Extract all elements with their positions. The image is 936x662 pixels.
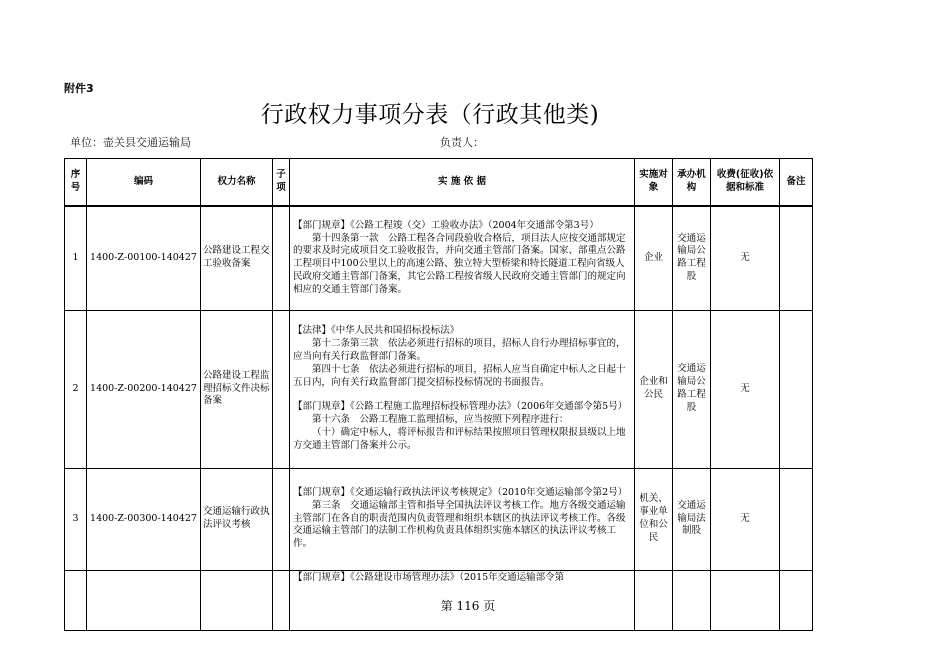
table-header-row bbox=[65, 159, 813, 207]
row-seq-cell: 3 bbox=[65, 468, 87, 570]
row-remark-cell bbox=[780, 310, 813, 468]
responsible-label: 负责人： bbox=[440, 136, 484, 149]
basis-paragraph bbox=[293, 389, 631, 401]
table-row bbox=[65, 468, 813, 570]
row-sub-cell bbox=[273, 206, 290, 310]
basis-paragraph: 【部门规章】《公路工程竣（交）工验收办法》（2004年交通部令第3号） bbox=[293, 219, 599, 231]
row-agency-cell: 交通运输局公路工程股 bbox=[673, 310, 711, 468]
row-basis-cell bbox=[290, 206, 635, 310]
row-agency-cell: 交通运输局法制股 bbox=[673, 468, 711, 570]
col-header-sub: 子项 bbox=[273, 159, 290, 207]
row-code-cell: 1400-Z-00200-140427 bbox=[87, 310, 201, 468]
attachment-label: 附件3 bbox=[64, 82, 94, 95]
col-header-agency: 承办机构 bbox=[673, 159, 711, 207]
col-header-target: 实施对象 bbox=[635, 159, 673, 207]
row-agency-cell: 交通运输局公路工程股 bbox=[673, 206, 711, 310]
row-code-cell: 1400-Z-00300-140427 bbox=[87, 468, 201, 570]
power-items-table bbox=[64, 158, 813, 631]
row-sub-cell bbox=[273, 468, 290, 570]
basis-paragraph: 第十六条 公路工程施工监理招标，应当按照下列程序进行： bbox=[312, 414, 569, 426]
basis-paragraph: 【部门规章】《公路建设市场管理办法》（2015年交通运输部令第 bbox=[293, 571, 565, 583]
unit-label: 单位：壶关县交通运输局 bbox=[70, 136, 191, 149]
basis-paragraph: （十）确定中标人，将评标报告和评标结果按照项目管理权限报县级以上地方交通主管部门备案并公示。 bbox=[293, 427, 626, 451]
row-sub-cell bbox=[273, 310, 290, 468]
basis-paragraph: 第四十七条 依法必须进行招标的项目，招标人应当自确定中标人之日起十五日内，向有关行政监督部门提交招标投标情况的书面报告。 bbox=[293, 363, 626, 388]
row-fee-cell: 无 bbox=[711, 468, 780, 570]
row-fee-cell: 无 bbox=[711, 206, 780, 310]
col-header-name: 权力名称 bbox=[201, 159, 273, 207]
row-basis-cell bbox=[290, 310, 635, 468]
power-items-table-wrapper bbox=[64, 158, 806, 590]
row-basis-cell bbox=[290, 468, 635, 570]
table-row bbox=[65, 310, 813, 468]
row-remark-cell bbox=[780, 206, 813, 310]
page-number: 第 116 页 bbox=[440, 599, 496, 613]
row-seq-cell: 2 bbox=[65, 310, 87, 468]
page-title: 行政权力事项分表（行政其他类) bbox=[260, 102, 600, 128]
col-header-seq: 序号 bbox=[65, 159, 87, 207]
row-fee-cell: 无 bbox=[711, 310, 780, 468]
basis-paragraph: 第十二条第三款 依法必须进行招标的项目，招标人自行办理招标事宜的，应当向有关行政监督部门备案。 bbox=[293, 338, 626, 362]
row-name-cell: 公路建设工程监理招标文件决标备案 bbox=[201, 310, 273, 468]
row-name-cell: 公路建设工程交工验收备案 bbox=[201, 206, 273, 310]
row-target-cell: 机关、事业单位和公民 bbox=[635, 468, 673, 570]
row-target-cell: 企业 bbox=[635, 206, 673, 310]
basis-paragraph: 【部门规章】《公路工程施工监理招标投标管理办法》（2006年交通部令第5号） bbox=[293, 401, 628, 413]
table-row bbox=[65, 206, 813, 310]
basis-paragraph: 【法律】《中华人民共和国招标投标法》 bbox=[293, 325, 460, 337]
row-target-cell: 企业和公民 bbox=[635, 310, 673, 468]
table-body bbox=[65, 206, 813, 630]
col-header-fee: 收费(征收)依据和标准 bbox=[711, 159, 780, 207]
col-header-basis: 实 施 依 据 bbox=[290, 159, 635, 207]
col-header-code: 编码 bbox=[87, 159, 201, 207]
basis-paragraph: 【部门规章】《交通运输行政执法评议考核规定》（2010年交通运输部令第2号） bbox=[293, 486, 628, 498]
row-name-cell: 交通运输行政执法评议考核 bbox=[201, 468, 273, 570]
basis-paragraph: 第十四条第一款 公路工程各合同段验收合格后，项目法人应按交通部规定的要求及时完成项目交工验收报告，并向交通主管部门备案。国家、部重点公路工程项目中100公里以上的高速公路、独立特大型桥梁和特长隧道工程向省级人民政府交通主管部门备案，其它公路工程按省级人民政府交通主管部门的规定向相应的交通主管部门备案。 bbox=[293, 232, 626, 295]
row-seq-cell: 1 bbox=[65, 206, 87, 310]
basis-paragraph: 第三条 交通运输部主管和指导全国执法评议考核工作。地方各级交通运输主管部门在各自的职责范围内负责管理和组织本辖区的执法评议考核工作。各级交通运输主管部门的法制工作机构负责具体组织实施本辖区的执法评议考核工作。 bbox=[293, 499, 626, 550]
row-remark-cell bbox=[780, 468, 813, 570]
col-header-remark: 备注 bbox=[780, 159, 813, 207]
row-code-cell: 1400-Z-00100-140427 bbox=[87, 206, 201, 310]
